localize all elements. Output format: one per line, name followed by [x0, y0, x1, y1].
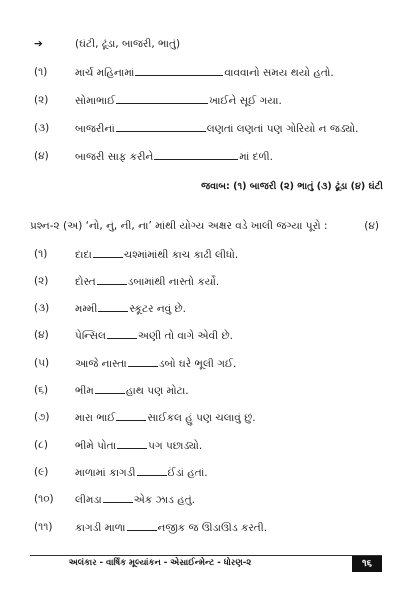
- answer-blank[interactable]: [117, 435, 147, 449]
- exercise-item: [0, 325, 411, 345]
- word-hint-row: [0, 34, 411, 54]
- sentence-start: બાજરીનાં: [75, 123, 115, 135]
- exercise-item: [0, 244, 411, 264]
- answer-blank[interactable]: [103, 489, 133, 503]
- sentence-end: હાથ પણ મોટા.: [125, 385, 189, 397]
- item-sentence: [75, 271, 219, 292]
- item-number: (૧૧): [34, 521, 53, 533]
- sentence-end: સ્કૂટર નવું છે.: [129, 303, 187, 315]
- sentence-start: મારા ભાઈ: [75, 412, 116, 424]
- sentence-end: વાવવાનો સમય થયો હતો.: [224, 67, 334, 79]
- sentence-start: ભીમે પોતા: [75, 440, 117, 452]
- item-sentence: [75, 325, 233, 346]
- sentence-start: મમ્મી: [75, 303, 98, 315]
- page-number: ૧૬: [352, 556, 382, 572]
- answer-blank[interactable]: [97, 271, 127, 285]
- sentence-end: અણી તો વાગે એવી છે.: [137, 330, 233, 342]
- answer-blank[interactable]: [95, 380, 125, 394]
- answer-blank[interactable]: [135, 62, 223, 76]
- sentence-end: પગ પછાડ્યો.: [148, 440, 203, 452]
- answer-blank[interactable]: [116, 90, 208, 104]
- question-marks: (૪): [364, 220, 379, 232]
- item-number: (૯): [34, 466, 49, 478]
- sentence-end: લણતાં લણતાં પણ ગોરિયો ન જડ્યો.: [206, 123, 359, 135]
- sentence-end: નજીક જ ઊડાઊડ કરતી.: [157, 522, 268, 534]
- sentence-end: સાઈકલ હું પણ ચલાવું છું.: [147, 412, 256, 424]
- exercise-item: [0, 517, 411, 537]
- sentence-end: ડબામાંથી નાસ્તો કર્યો.: [127, 276, 220, 288]
- item-number: (૧૦): [34, 493, 54, 505]
- sentence-start: માળામાં કાગડી: [75, 467, 136, 479]
- answer-blank[interactable]: [137, 462, 167, 476]
- item-sentence: [75, 517, 267, 538]
- footer-divider: [30, 555, 382, 556]
- sentence-end: માં દળી.: [239, 151, 274, 163]
- item-number: (૧): [34, 248, 48, 260]
- sentence-end: ખાઈને સૂઈ ગયા.: [209, 95, 282, 107]
- exercise-item: [0, 90, 411, 110]
- exercise-item: [0, 298, 411, 318]
- item-sentence: [75, 244, 238, 265]
- item-number: (૩): [34, 302, 50, 314]
- item-number: (૩): [34, 122, 50, 134]
- sentence-start: ભીમ: [75, 385, 94, 397]
- exercise-item: [0, 353, 411, 373]
- item-sentence: [75, 298, 186, 319]
- exercise-item: [0, 489, 411, 509]
- exercise-item: [0, 118, 411, 138]
- sentence-start: દાદા: [75, 249, 92, 261]
- answer-blank[interactable]: [93, 244, 123, 258]
- item-sentence: [75, 62, 334, 83]
- sentence-start: લીમડા: [75, 494, 102, 506]
- item-sentence: [75, 146, 273, 167]
- exercise-item: [0, 271, 411, 291]
- sentence-start: આજે નાસ્તા: [75, 358, 127, 370]
- answer-blank[interactable]: [107, 325, 137, 339]
- item-number: (૭): [34, 411, 50, 423]
- item-sentence: [75, 462, 208, 483]
- sentence-end: એક ઝાડ હતું.: [133, 494, 195, 506]
- item-sentence: [75, 407, 256, 428]
- item-sentence: [75, 90, 282, 111]
- sentence-start: માર્ચ મહિનામાં: [75, 67, 135, 79]
- item-sentence: [75, 380, 189, 401]
- item-sentence: [75, 489, 195, 510]
- answer-blank[interactable]: [116, 407, 146, 421]
- item-number: (૪): [34, 329, 49, 341]
- answer-blank[interactable]: [154, 146, 238, 160]
- exercise-item: [0, 146, 411, 166]
- exercise-item: [0, 380, 411, 400]
- answer-blank[interactable]: [127, 517, 157, 531]
- item-sentence: [75, 118, 359, 139]
- exercise-item: [0, 62, 411, 82]
- answer-row: [0, 177, 411, 197]
- item-number: (૧): [34, 66, 48, 78]
- item-number: (૫): [34, 357, 50, 369]
- word-hint: (ઘંટી, ઢૂંડા, બાજરી, ભાતું): [75, 38, 181, 50]
- footer-text: અલંકાર - વાર્ષિક મૂલ્યાંકન - એસાઈન્મેન્ટ - ધોરણ-૨: [68, 558, 252, 568]
- item-number: (૬): [34, 384, 49, 396]
- answer-blank[interactable]: [116, 118, 206, 132]
- sentence-start: કાગડી માળા: [75, 522, 126, 534]
- sentence-end: ઈંડાં હતાં.: [167, 467, 208, 479]
- question-label: પ્રશ્ન-૨ (અ) ‘નો, નું, ની, ના’ માંથી યોગ્ય અક્ષર વડે ખાલી જગ્યા પૂરો :: [30, 220, 328, 232]
- exercise-item: [0, 407, 411, 427]
- answer-key: જવાબ: (૧) બાજરી (૨) ભાતું (૩) ઢૂંડા (૪) ઘંટી: [201, 181, 383, 192]
- exercise-item: [0, 435, 411, 455]
- answer-blank[interactable]: [98, 298, 128, 312]
- item-number: (૮): [34, 439, 48, 451]
- exercise-item: [0, 462, 411, 482]
- item-number: (૨): [34, 275, 49, 287]
- item-number: (૪): [34, 150, 49, 162]
- sentence-start: બાજરી સાફ કરીને: [75, 151, 154, 163]
- answer-blank[interactable]: [128, 353, 158, 367]
- sentence-end: ચશ્માંમાંથી કાચ કાઢી લીધો.: [123, 249, 239, 261]
- item-number: (૨): [34, 94, 49, 106]
- sentence-start: સોમાભાઈ: [75, 95, 116, 107]
- item-sentence: [75, 353, 236, 374]
- item-sentence: [75, 435, 202, 456]
- arrow-icon: ➔: [34, 38, 43, 50]
- sentence-start: પેન્સિલ: [75, 330, 106, 342]
- sentence-end: ડબો ઘરે ભૂલી ગઈ.: [158, 358, 237, 370]
- sentence-start: દોસ્ત: [75, 276, 96, 288]
- question-heading: [0, 216, 411, 236]
